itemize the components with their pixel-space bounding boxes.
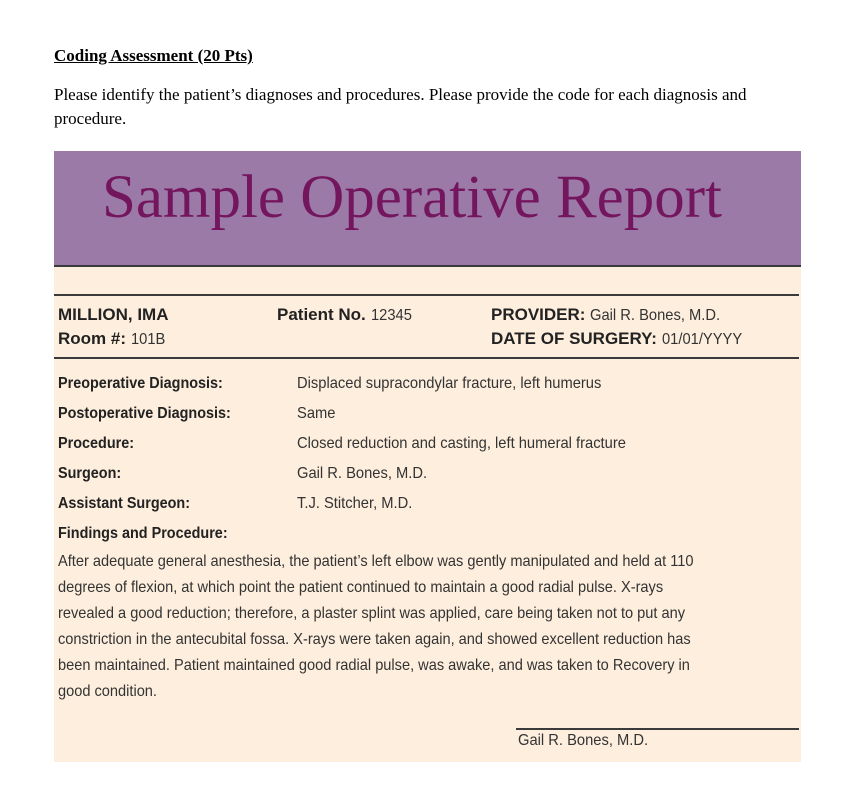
procedure-value: Closed reduction and casting, left humeral fracture	[297, 435, 626, 452]
findings-text	[58, 549, 778, 705]
findings-line: constriction in the antecubital fossa. X-rays were taken again, and showed excellent reduction has	[58, 631, 691, 648]
signature-line	[516, 728, 799, 730]
findings-line: been maintained. Patient maintained good radial pulse, was awake, and was taken to Recovery in	[58, 657, 690, 674]
findings-line: After adequate general anesthesia, the patient’s left elbow was gently manipulated and held at 110	[58, 553, 694, 570]
operative-report	[54, 151, 801, 762]
patient-no-value: 12345	[370, 307, 412, 324]
preop-diagnosis-value: Displaced supracondylar fracture, left humerus	[297, 375, 602, 392]
date-of-surgery	[491, 329, 749, 349]
assistant-surgeon-label: Assistant Surgeon:	[58, 495, 191, 512]
surgeon-value: Gail R. Bones, M.D.	[297, 465, 428, 482]
report-title: Sample Operative Report	[102, 164, 722, 231]
surgeon-label: Surgeon:	[58, 465, 122, 482]
findings-line: revealed a good reduction; therefore, a plaster splint was applied, care being taken not to put any	[58, 605, 686, 622]
room-number	[58, 329, 168, 349]
room-value: 101B	[130, 331, 166, 348]
assessment-instructions: Please identify the patient’s diagnoses and procedures. Please provide the code for each diagnosis and procedure.	[54, 85, 747, 128]
provider	[491, 305, 732, 325]
postop-diagnosis-value: Same	[297, 405, 336, 422]
postop-diagnosis-label: Postoperative Diagnosis:	[58, 405, 231, 422]
assessment-title: Coding Assessment (20 Pts)	[54, 46, 253, 65]
procedure-label: Procedure:	[58, 435, 135, 452]
findings-label: Findings and Procedure:	[58, 525, 228, 542]
findings-line: degrees of flexion, at which point the patient continued to maintain a good radial pulse. X-rays	[58, 579, 664, 596]
provider-value: Gail R. Bones, M.D.	[590, 307, 721, 324]
patient-name-value: MILLION, IMA	[58, 305, 169, 324]
findings-line: good condition.	[58, 683, 157, 700]
report-banner	[54, 151, 801, 267]
patient-name	[58, 305, 168, 325]
patient-number	[277, 305, 415, 325]
header-top-rule	[54, 294, 799, 296]
header-bottom-rule	[54, 357, 799, 359]
assistant-surgeon-value: T.J. Stitcher, M.D.	[297, 495, 413, 512]
provider-label: PROVIDER:	[491, 305, 586, 324]
room-label: Room #:	[58, 329, 126, 348]
preop-diagnosis-label: Preoperative Diagnosis:	[58, 375, 223, 392]
signature-name: Gail R. Bones, M.D.	[518, 732, 649, 749]
date-value: 01/01/YYYY	[661, 331, 742, 348]
patient-no-label: Patient No.	[277, 305, 366, 324]
date-label: DATE OF SURGERY:	[491, 329, 657, 348]
